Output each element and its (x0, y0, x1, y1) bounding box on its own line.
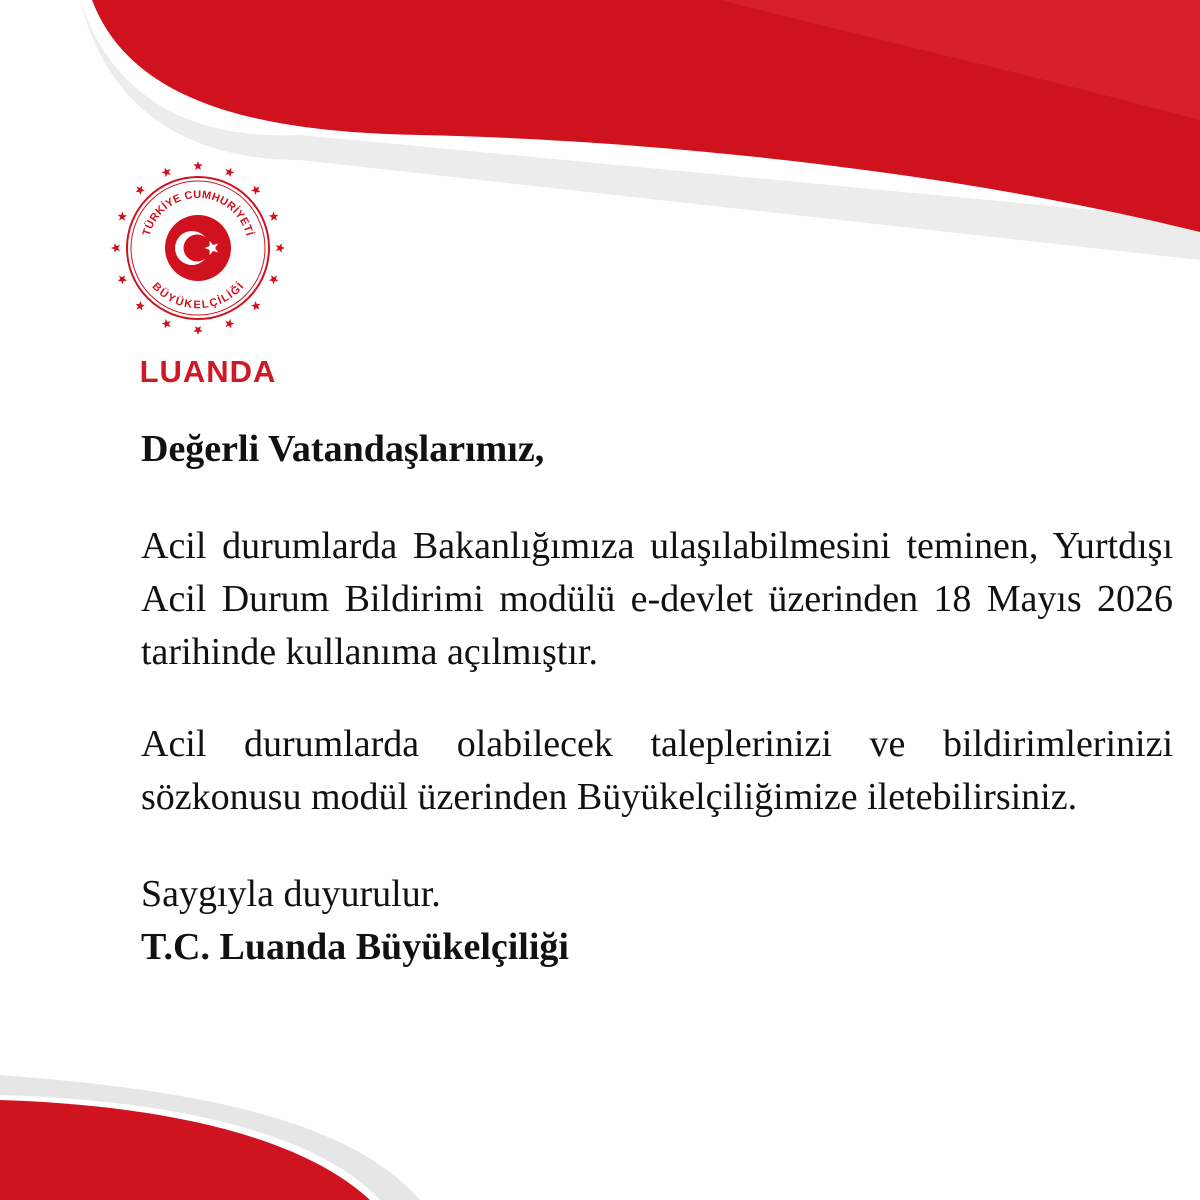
seal-star-icon (193, 161, 203, 170)
seal-star-icon (136, 301, 145, 310)
seal-star-icon (193, 326, 203, 335)
embassy-seal (108, 158, 288, 338)
seal-star-icon (225, 168, 234, 177)
paragraph-2: Acil durumlarda olabilecek taleplerinizi ve bildirimlerinizi sözkonusu modül üzerinden Büyükelçiliğimize iletebilirsiniz. (141, 723, 1173, 818)
seal-star-icon (118, 212, 127, 221)
seal-star-icon (162, 319, 171, 328)
embassy-city-label: LUANDA (139, 354, 277, 389)
seal-star-icon (111, 243, 120, 253)
announcement-body (141, 418, 1173, 974)
seal-star-icon (136, 186, 145, 195)
signature: T.C. Luanda Büyükelçiliği (141, 926, 569, 968)
seal-star-icon (162, 168, 171, 177)
salutation: Değerli Vatandaşlarımız, (141, 428, 545, 470)
closing-line: Saygıyla duyurulur. (141, 873, 441, 915)
seal-star-icon (225, 319, 234, 328)
seal-star-icon (269, 212, 278, 221)
seal-star-icon (269, 275, 278, 284)
paragraph-1: Acil durumlarda Bakanlığımıza ulaşılabilmesini teminen, Yurtdışı Acil Durum Bildirimi modülü e-devlet üzerinden 18 Mayıs 2026 tarihinde kullanıma açılmıştır. (141, 525, 1173, 673)
seal-star-icon (276, 243, 285, 253)
seal-star-icon (251, 186, 260, 195)
seal-star-icon (118, 275, 127, 284)
seal-top-text: TÜRKİYE CUMHURİYETİ (140, 188, 256, 238)
seal-star-icon (251, 301, 260, 310)
seal-bottom-text: BÜYÜKELÇİLİĞİ (149, 280, 247, 312)
